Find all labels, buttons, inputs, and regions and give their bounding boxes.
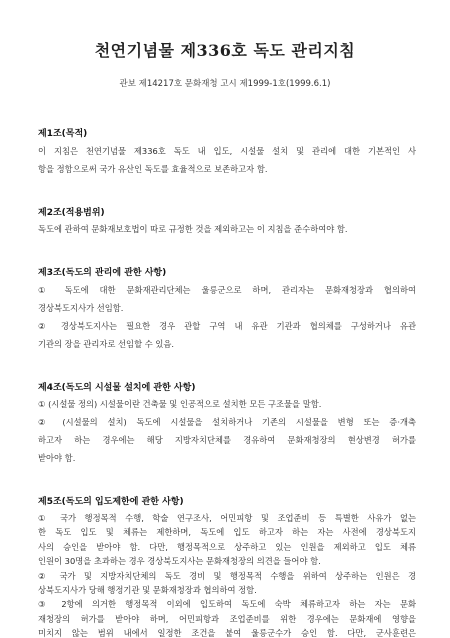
section-3-line: ② 경상북도지사는 필요한 경우 관할 구역 내 유관 기관과 협의체를 구성하거나 유관 <box>38 321 416 331</box>
section-5-line: 상북도지사가 당해 행정기관 및 문화재청장과 협의하여 정함. <box>38 584 257 595</box>
section-heading-2: 제2조(적용범위) <box>38 208 105 218</box>
section-4-line: 받아야 함. <box>38 453 76 463</box>
section-3-line: ① 독도에 대한 문화재관리단체는 울릉군으로 하며, 관리자는 문화재청장과 협의하여 <box>38 285 416 295</box>
section-heading-4: 제4조(독도의 시설물 설치에 관한 사항) <box>38 383 196 393</box>
document-subtitle: 관보 제14217호 문화재청 고시 제1999-1호(1999.6.1) <box>119 79 331 89</box>
section-1-line: 항을 정함으로써 국가 유산인 독도를 효율적으로 보존하고자 함. <box>38 164 268 174</box>
section-3-line: 기관의 장을 관리자로 선임할 수 있음. <box>38 339 175 349</box>
section-5-line: ③ 2항에 의거한 행정목적 이외에 입도하여 독도에 숙박 체류하고자 하는 자는 문화 <box>38 599 416 610</box>
section-5-line: 재청장의 허가를 받아야 하며, 어민피항과 조업준비를 위한 경우에는 문화재에 영향을 <box>38 613 416 624</box>
section-2-line: 독도에 관하여 문화재보호법이 따로 규정한 것을 제외하고는 이 지침을 준수하여야 함. <box>38 224 348 234</box>
document-title: 천연기념물 제336호 독도 관리지침 <box>94 41 356 60</box>
section-4-line: 하고자 하는 경우에는 해당 지방자치단체를 경유하여 문화재청장의 현상변경 허가를 <box>38 435 416 445</box>
section-5-line: 사의 승인을 받아야 함. 다만, 행정목적으로 상주하고 있는 인원을 제외하고 입도 체류 <box>38 541 416 552</box>
section-3-line: 경상북도지사가 선임함. <box>38 303 124 313</box>
section-5-line: 인원이 30명을 초과하는 경우 경상북도지사는 문화재청장의 의견을 들어야 함. <box>38 556 321 567</box>
section-5-line: 미치지 않는 범위 내에서 일정한 조건을 붙여 울릉군수가 승인 함. 다만, 군사훈련은 <box>38 628 416 638</box>
section-1-line: 이 지침은 천연기념물 제336호 독도 내 입도, 시설물 설치 및 관리에 대한 기본적인 사 <box>38 146 416 156</box>
section-heading-5: 제5조(독도의 입도제한에 관한 사항) <box>38 497 184 507</box>
section-4-line: ① (시설물 정의) 시설물이란 건축물 및 인공적으로 설치한 모든 구조물을 말함. <box>38 399 322 409</box>
section-5-line: 한 독도 입도 및 체류는 제한하며, 독도에 입도 하고자 하는 자는 사전에 경상북도지 <box>38 527 416 538</box>
section-5-line: ② 국가 및 지방자치단체의 독도 경비 및 행정목적 수행을 위하여 상주하는 인원은 경 <box>38 570 416 581</box>
section-heading-3: 제3조(독도의 관리에 관한 사항) <box>38 268 167 278</box>
section-heading-1: 제1조(목적) <box>38 129 88 139</box>
section-5-line: ① 국가 행정목적 수행, 학술 연구조사, 어민피항 및 조업준비 등 특별한 사유가 없는 <box>38 513 416 523</box>
section-4-line: ② (시설물의 설치) 독도에 시설물을 설치하거나 기존의 시설물을 변형 또는 증·개축 <box>38 417 416 427</box>
